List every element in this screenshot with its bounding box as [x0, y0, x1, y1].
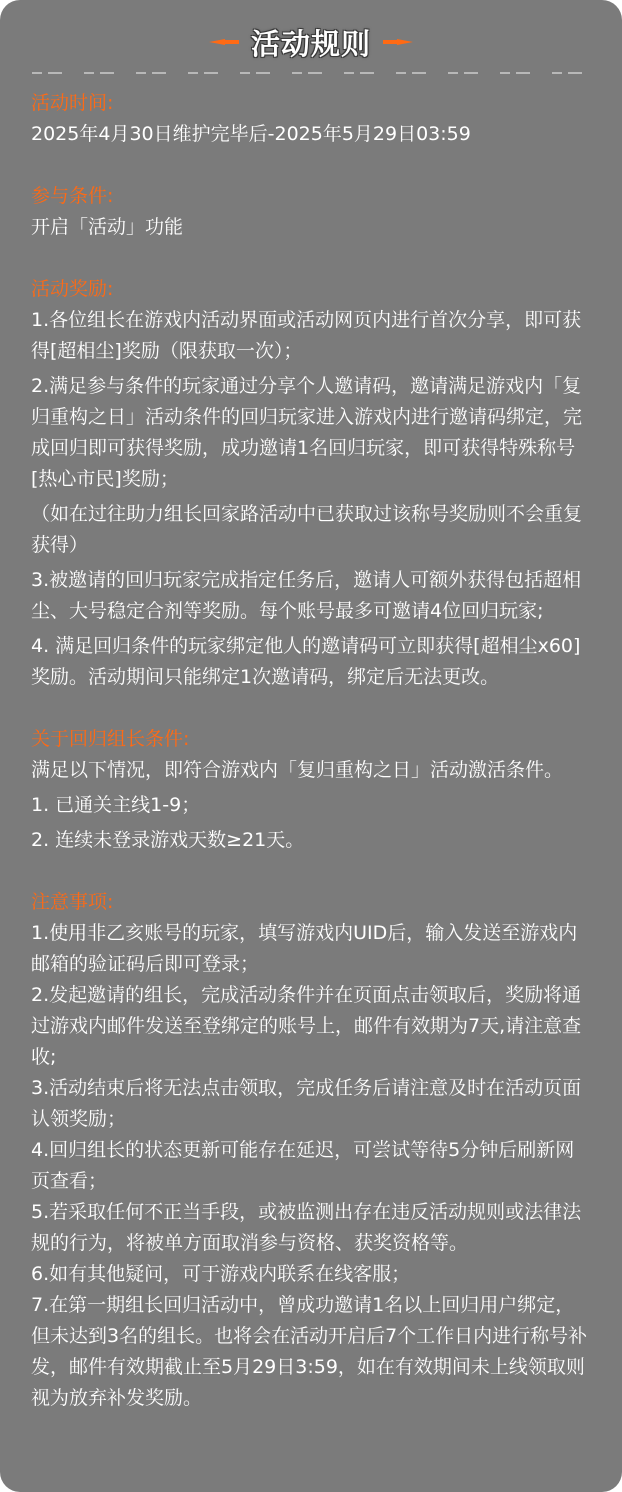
section-paragraph: 4. 满足回归条件的玩家绑定他人的邀请码可立即获得[超相尘x60]奖励。活动期间只能绑定1次邀请码，绑定后无法更改。 — [31, 635, 581, 688]
dashed-divider — [32, 72, 590, 74]
section-participation-conditions — [31, 181, 593, 243]
section-paragraph: 7.在第一期组长回归活动中，曾成功邀请1名以上回归用户绑定，但未达到3名的组长。也将会在活动开启后7个工作日内进行称号补发，邮件有效期截止至5月29日3:59，如在有效期间未上线领取则视为放弃补发奖励。 — [31, 1294, 588, 1409]
section-paragraph: 2.发起邀请的组长，完成活动条件并在页面点击领取后，奖励将通过游戏内邮件发送至登绑定的账号上，邮件有效期为7天,请注意查收; — [31, 984, 582, 1068]
right-arrow-decoration-icon — [383, 35, 413, 49]
section-paragraph: 2.满足参与条件的玩家通过分享个人邀请码，邀请满足游戏内「复归重构之日」活动条件的回归玩家进入游戏内进行邀请码绑定，完成回归即可获得奖励，成功邀请1名回归玩家，即可获得特殊称号[热心市民]奖励； — [31, 375, 583, 490]
section-heading: 活动奖励: — [31, 278, 114, 300]
section-paragraph: 开启「活动」功能 — [31, 216, 184, 238]
section-paragraph: 3.活动结束后将无法点击领取，完成任务后请注意及时在活动页面认领奖励； — [31, 1077, 582, 1130]
section-notes — [31, 887, 593, 1414]
section-heading: 活动时间: — [31, 92, 114, 114]
section-returning-leader-conditions — [31, 724, 593, 856]
section-paragraph: （如在过往助力组长回家路活动中已获取过该称号奖励则不会重复获得） — [31, 503, 583, 556]
section-paragraph: 1. 已通关主线1-9； — [31, 794, 201, 816]
section-heading: 注意事项: — [31, 891, 114, 913]
left-arrow-decoration-icon — [209, 35, 239, 49]
section-paragraph: 2. 连续未登录游戏天数≥21天。 — [31, 829, 305, 851]
section-activity-time — [31, 88, 593, 150]
section-heading: 参与条件: — [31, 185, 114, 207]
section-paragraph: 2025年4月30日维护完毕后-2025年5月29日03:59 — [31, 123, 471, 145]
rules-content — [31, 88, 593, 1414]
section-paragraph: 5.若采取任何不正当手段，或被监测出存在违反活动规则或法律法规的行为，将被单方面取消参与资格、获奖资格等。 — [31, 1201, 582, 1254]
page-title: 活动规则 — [250, 26, 371, 61]
section-paragraph: 1.使用非乙亥账号的玩家，填写游戏内UID后，输入发送至游戏内邮箱的验证码后即可登录； — [31, 922, 578, 975]
section-paragraph: 满足以下情况，即符合游戏内「复归重构之日」活动激活条件。 — [31, 759, 564, 781]
section-paragraph: 3.被邀请的回归玩家完成指定任务后，邀请人可额外获得包括超相尘、大号稳定合剂等奖励。每个账号最多可邀请4位回归玩家; — [31, 569, 582, 622]
section-paragraph: 4.回归组长的状态更新可能存在延迟，可尝试等待5分钟后刷新网页查看； — [31, 1139, 575, 1192]
section-heading: 关于回归组长条件: — [31, 728, 190, 750]
section-paragraph: 6.如有其他疑问，可于游戏内联系在线客服； — [31, 1263, 411, 1285]
section-activity-rewards — [31, 274, 593, 693]
title-bar — [0, 14, 622, 70]
section-paragraph: 1.各位组长在游戏内活动界面或活动网页内进行首次分享，即可获得[超相尘]奖励（限获取一次）； — [31, 309, 582, 362]
